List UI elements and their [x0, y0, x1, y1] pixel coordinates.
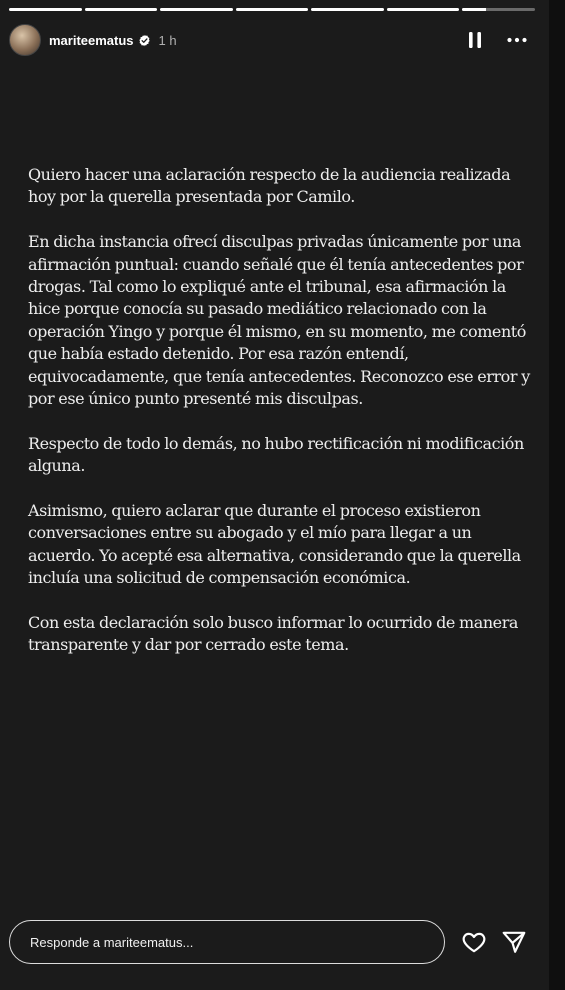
progress-segment-7	[462, 8, 535, 11]
avatar[interactable]	[9, 24, 41, 56]
paragraph-5: Con esta declaración solo busco informar lo ocurrido de manera transparente y dar por cerrado este tema.	[28, 613, 518, 655]
progress-fill	[236, 8, 309, 11]
pause-icon[interactable]	[463, 28, 487, 52]
send-icon[interactable]	[501, 929, 527, 955]
story-progress-bar	[9, 8, 535, 11]
story-header	[9, 24, 529, 56]
post-time: 1 h	[158, 32, 177, 48]
progress-fill	[311, 8, 384, 11]
progress-segment-1	[9, 8, 82, 11]
paragraph-2: En dicha instancia ofrecí disculpas privadas únicamente por una afirmación puntual: cuando señalé que él tenía antecedentes por drogas. Tal como lo expliqué ante el tribunal, esa afirmación la hice porque conocía su pasado mediático relacionado con la operación Yingo y porque él mismo, en su momento, me comentó que había estado detenido. Por esa razón entendí, equivocadamente, que tenía antecedentes. Reconozco ese error y por ese único punto presenté mis disculpas.	[28, 232, 530, 409]
story-text	[28, 164, 538, 679]
progress-segment-2	[85, 8, 158, 11]
username[interactable]: mariteematus	[49, 32, 134, 48]
paragraph-3: Respecto de todo lo demás, no hubo rectificación ni modificación alguna.	[28, 433, 524, 476]
progress-segment-6	[387, 8, 460, 11]
verified-badge-icon	[138, 34, 151, 47]
paragraph-1: Quiero hacer una aclaración respecto de la audiencia realizada hoy por la querella presentada por Camilo.	[28, 165, 511, 207]
progress-fill	[9, 8, 82, 11]
progress-segment-3	[160, 8, 233, 11]
progress-fill	[462, 8, 486, 11]
heart-icon[interactable]	[461, 929, 487, 955]
reply-input[interactable]	[9, 920, 445, 964]
progress-fill	[387, 8, 460, 11]
page-edge	[549, 0, 565, 990]
progress-fill	[85, 8, 158, 11]
paragraph-4: Asimismo, quiero aclarar que durante el proceso existieron conversaciones entre su abogado y el mío para llegar a un acuerdo. Yo acepté esa alternativa, considerando que la querella incluía una solicitud de compensación económica.	[28, 501, 521, 588]
story-controls	[463, 28, 529, 52]
progress-fill	[160, 8, 233, 11]
progress-segment-4	[236, 8, 309, 11]
more-options-icon[interactable]	[505, 28, 529, 52]
progress-segment-5	[311, 8, 384, 11]
